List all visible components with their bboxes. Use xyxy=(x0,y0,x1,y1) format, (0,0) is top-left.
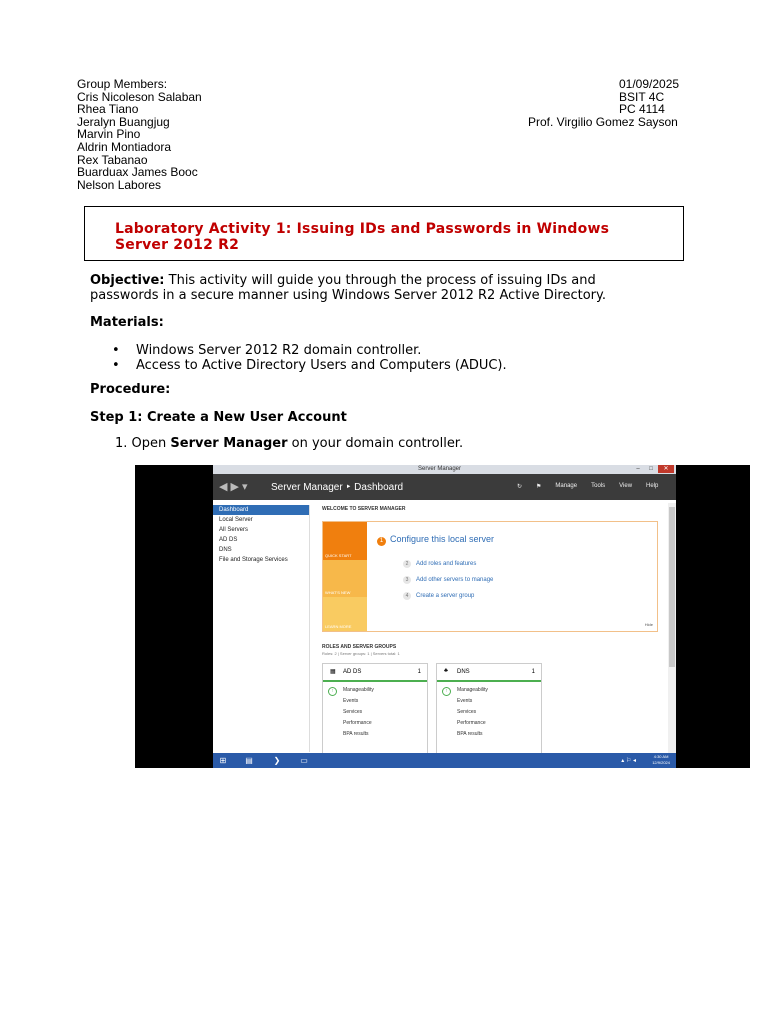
role-card-ad-ds[interactable] xyxy=(322,663,428,754)
member-name: Cris Nicoleson Salaban xyxy=(77,89,202,104)
dashboard-main xyxy=(311,503,668,753)
card-row[interactable]: BPA results xyxy=(457,731,483,737)
file-explorer-icon[interactable]: ▭ xyxy=(300,756,308,765)
status-ok-icon: ↑ xyxy=(442,687,451,696)
sidebar-item-all-servers[interactable]: All Servers xyxy=(219,527,249,533)
sidebar-item-dashboard[interactable]: Dashboard xyxy=(213,505,309,515)
add-servers-link[interactable]: 3 Add other servers to manage xyxy=(403,576,493,584)
course-code: PC 4114 xyxy=(619,102,665,117)
card-row[interactable]: Performance xyxy=(343,720,372,726)
card-row[interactable]: Services xyxy=(343,709,363,715)
roles-summary: Roles: 2 | Server groups: 1 | Servers total: 1 xyxy=(322,651,400,656)
card-count: 1 xyxy=(417,669,421,675)
configure-local-server-link[interactable] xyxy=(377,534,494,546)
card-row[interactable]: Manageability xyxy=(343,687,374,693)
date: 01/09/2025 xyxy=(619,77,680,91)
course-info-block xyxy=(528,78,679,128)
status-ok-icon: ↑ xyxy=(328,687,337,696)
card-row[interactable]: BPA results xyxy=(343,731,369,737)
minimize-icon[interactable]: – xyxy=(632,465,644,473)
menu-view[interactable]: View xyxy=(619,483,633,489)
tile-label: LEARN MORE xyxy=(325,624,352,629)
step1-item xyxy=(115,436,463,451)
card-row[interactable]: Services xyxy=(457,709,477,715)
navigation-bar xyxy=(213,474,676,500)
step-text-post: on your domain controller. xyxy=(287,436,464,451)
window-title: Server Manager xyxy=(418,466,462,472)
taskbar xyxy=(213,753,676,768)
link-label: Add roles and features xyxy=(416,561,477,567)
breadcrumb xyxy=(271,482,403,493)
powershell-icon[interactable]: ❯ xyxy=(273,756,281,765)
roles-heading: ROLES AND SERVER GROUPS xyxy=(322,644,397,650)
window-controls xyxy=(632,465,674,473)
card-row[interactable]: Events xyxy=(457,698,473,704)
sidebar-item-local-server[interactable]: Local Server xyxy=(219,517,253,523)
scroll-thumb[interactable] xyxy=(669,507,675,667)
card-row[interactable]: Manageability xyxy=(457,687,488,693)
activity-title: Laboratory Activity 1: Issuing IDs and Passwords in Windows Server 2012 R2 xyxy=(115,221,610,253)
configure-label: Configure this local server xyxy=(390,534,495,544)
materials-list xyxy=(112,343,507,373)
member-name: Aldrin Montiadora xyxy=(77,139,172,154)
roles-section xyxy=(322,644,400,656)
card-rows xyxy=(437,682,541,740)
procedure-heading: Procedure: xyxy=(90,382,171,397)
server-manager-screenshot xyxy=(135,465,750,768)
item-number: 1. xyxy=(115,436,128,451)
sidebar xyxy=(213,505,310,752)
scrollbar[interactable] xyxy=(668,503,676,753)
member-name: Jeralyn Buangjug xyxy=(77,114,170,129)
card-header xyxy=(323,664,427,682)
card-count: 1 xyxy=(531,669,535,675)
menu-manage[interactable]: Manage xyxy=(555,483,578,489)
group-members-block xyxy=(77,78,202,191)
breadcrumb-app: Server Manager xyxy=(271,482,343,493)
refresh-icon[interactable]: ↻ xyxy=(517,484,523,490)
link-label: Create a server group xyxy=(416,593,475,599)
tile-learn-more[interactable] xyxy=(323,597,367,631)
menu-tools[interactable]: Tools xyxy=(591,483,606,489)
tile-label: WHAT'S NEW xyxy=(325,590,351,595)
step-text-bold: Server Manager xyxy=(170,436,288,451)
menu-bar xyxy=(517,483,658,490)
member-name: Marvin Pino xyxy=(77,127,141,142)
clock[interactable] xyxy=(652,754,670,766)
member-name: Buarduax James Booc xyxy=(77,165,198,180)
objective-label: Objective: xyxy=(90,273,165,288)
sidebar-item-file-storage[interactable]: File and Storage Services xyxy=(219,557,288,563)
hide-link[interactable]: Hide xyxy=(644,622,653,627)
professor: Prof. Virgilio Gomez Sayson xyxy=(528,114,678,129)
materials-heading: Materials: xyxy=(90,315,164,330)
back-forward-icon[interactable]: ◀ ▶ ▾ xyxy=(219,481,248,493)
card-header xyxy=(437,664,541,682)
member-name: Nelson Labores xyxy=(77,177,162,192)
members-label: Group Members: xyxy=(77,77,168,91)
welcome-heading: WELCOME TO SERVER MANAGER xyxy=(322,506,406,512)
step1-heading: Step 1: Create a New User Account xyxy=(90,410,347,425)
card-row[interactable]: Events xyxy=(343,698,359,704)
close-icon[interactable]: ✕ xyxy=(658,465,674,473)
server-manager-taskbar-icon[interactable]: ▤ xyxy=(245,756,253,765)
section: BSIT 4C xyxy=(619,89,665,104)
card-row[interactable]: Performance xyxy=(457,720,486,726)
start-icon[interactable]: ⊞ xyxy=(219,756,227,765)
breadcrumb-separator: ‣ xyxy=(345,482,352,493)
objective-paragraph xyxy=(90,273,660,303)
list-item: • Access to Active Directory Users and Computers (ADUC). xyxy=(112,358,507,373)
member-name: Rhea Tiano xyxy=(77,102,139,117)
window-titlebar xyxy=(213,465,676,474)
welcome-panel xyxy=(322,521,658,632)
tile-label: QUICK START xyxy=(325,553,352,558)
menu-help[interactable]: Help xyxy=(646,483,659,489)
list-item: • Windows Server 2012 R2 domain controller. xyxy=(112,343,507,358)
add-roles-link[interactable]: 2 Add roles and features xyxy=(403,560,476,568)
maximize-icon[interactable]: □ xyxy=(645,465,657,473)
create-group-link[interactable]: 4 Create a server group xyxy=(403,592,474,600)
title-box xyxy=(84,206,684,261)
card-rows xyxy=(323,682,427,740)
clock-time: 4:30 AM xyxy=(653,754,669,759)
objective-text: This activity will guide you through the process of issuing IDs and passwords in a secure manner using Windows Server 2012 R2 Active Directory. xyxy=(90,273,607,303)
clock-date: 12/9/2024 xyxy=(652,760,670,765)
step-number-icon: 1 xyxy=(377,537,386,546)
notifications-flag-icon[interactable]: ⚑ xyxy=(536,484,542,490)
sidebar-item-dns[interactable]: DNS xyxy=(219,547,232,553)
role-card-dns[interactable] xyxy=(436,663,542,754)
card-name: DNS xyxy=(457,669,470,675)
dns-icon: ♣ xyxy=(444,668,448,674)
link-label: Add other servers to manage xyxy=(416,577,494,583)
breadcrumb-page: Dashboard xyxy=(354,482,404,493)
server-manager-window xyxy=(213,465,676,768)
card-name: AD DS xyxy=(343,669,362,675)
system-tray-icons[interactable]: ▴ ⚐ ◂ xyxy=(621,758,636,764)
member-name: Rex Tabanao xyxy=(77,152,148,167)
tile-whats-new[interactable] xyxy=(323,560,367,597)
server-icon: ▦ xyxy=(330,669,336,675)
step-text-pre: Open xyxy=(131,436,171,451)
sidebar-item-ad-ds[interactable]: AD DS xyxy=(219,537,238,543)
tile-quick-start[interactable] xyxy=(323,522,367,560)
